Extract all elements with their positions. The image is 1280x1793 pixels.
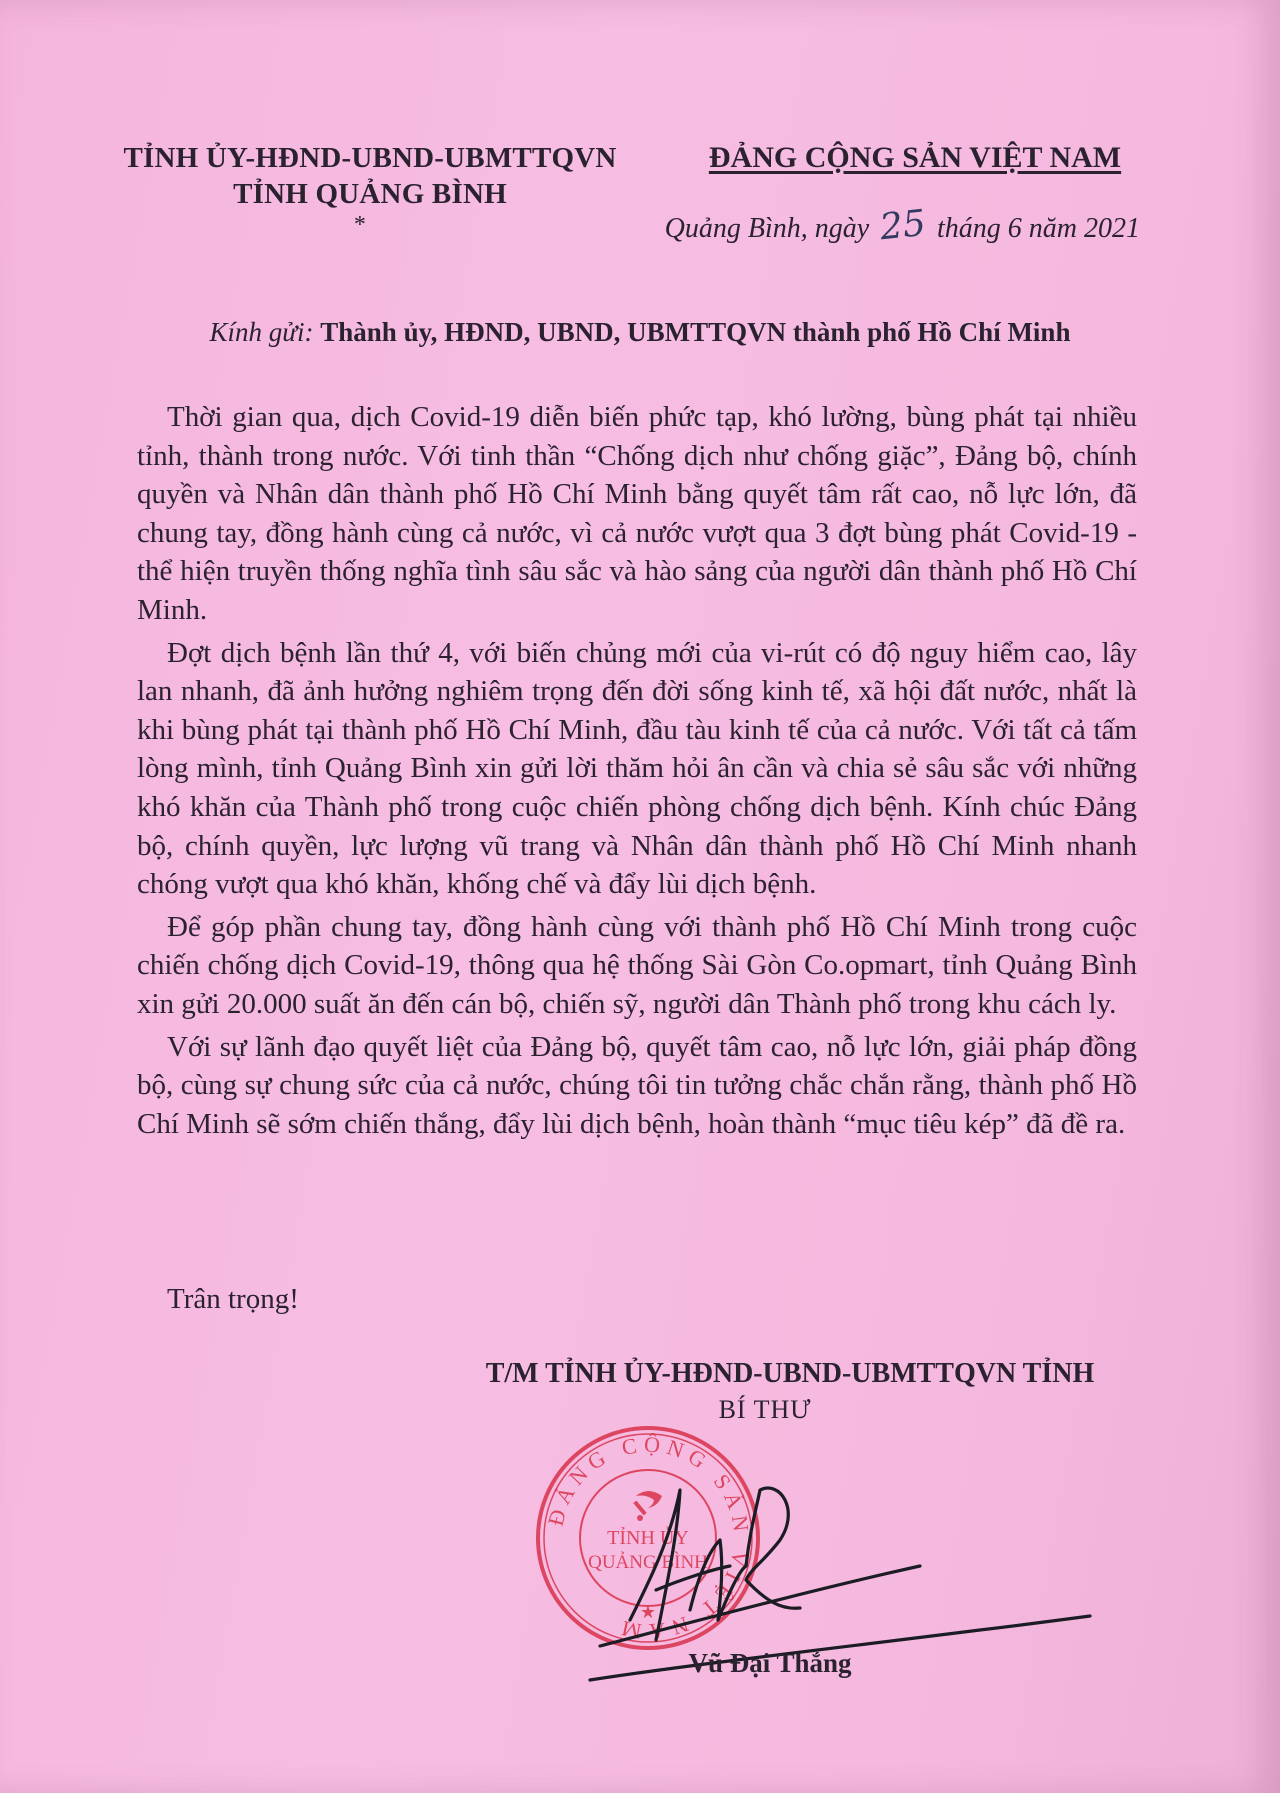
body-paragraph: Để góp phần chung tay, đồng hành cùng với thành phố Hồ Chí Minh trong cuộc chiến chống dịch Covid-19, thông qua hệ thống Sài Gòn Co.opmart, tỉnh Quảng Bình xin gửi 20.000 suất ăn đến cán bộ, chiến sỹ, người dân Thành phố trong khu cách ly. bbox=[137, 910, 1137, 1020]
stamp-center-line-2: QUẢNG BÌNH bbox=[588, 1552, 708, 1573]
date-prefix: Quảng Bình, ngày bbox=[664, 213, 870, 244]
recipient-line bbox=[0, 314, 1280, 350]
recipient-label: Kính gửi: bbox=[209, 317, 314, 347]
org-star: * bbox=[353, 212, 367, 238]
date-line bbox=[600, 202, 1140, 249]
signer-name: Vũ Đại Thắng bbox=[688, 1648, 852, 1678]
org-line-1: TỈNH ỦY-HĐND-UBND-UBMTTQVN bbox=[123, 142, 617, 174]
party-slogan: ĐẢNG CỘNG SẢN VIỆT NAM bbox=[708, 141, 1122, 174]
signature-role: BÍ THƯ bbox=[718, 1395, 812, 1424]
issuing-organization bbox=[100, 140, 640, 238]
svg-text:★: ★ bbox=[639, 1602, 657, 1622]
org-line-2: TỈNH QUẢNG BÌNH bbox=[233, 178, 507, 210]
date-day-handwritten: 25 bbox=[878, 202, 928, 249]
body-paragraph: Thời gian qua, dịch Covid-19 diễn biến phức tạp, khó lường, bùng phát tại nhiều tỉnh, thành trong nước. Với tinh thần “Chống dịch như chống giặc”, Đảng bộ, chính quyền và Nhân dân thành phố Hồ Chí Minh bằng quyết tâm rất cao, nỗ lực lớn, đã chung tay, đồng hành cùng cả nước, vì cả nước vượt qua 3 đợt bùng phát Covid-19 - thể hiện truyền thống nghĩa tình sâu sắc và hào sảng của người dân thành phố Hồ Chí Minh. bbox=[137, 401, 1137, 626]
body-paragraph: Với sự lãnh đạo quyết liệt của Đảng bộ, quyết tâm cao, nỗ lực lớn, giải pháp đồng bộ, cùng sự chung sức của cả nước, chúng tôi tin tưởng chắc chắn rằng, thành phố Hồ Chí Minh sẽ sớm chiến thắng, đẩy lùi dịch bệnh, hoàn thành “mục tiêu kép” đã đề ra. bbox=[137, 1030, 1137, 1140]
date-suffix: tháng 6 năm 2021 bbox=[937, 213, 1140, 244]
closing-line: Trân trọng! bbox=[167, 1283, 299, 1315]
signature-title: T/M TỈNH ỦY-HĐND-UBND-UBMTTQVN TỈNH bbox=[485, 1358, 1095, 1389]
letter-body bbox=[137, 398, 1137, 1143]
body-paragraph: Đợt dịch bệnh lần thứ 4, với biến chủng mới của vi-rút có độ nguy hiểm cao, lây lan nhanh, đã ảnh hưởng nghiêm trọng đến đời sống kinh tế, xã hội đất nước, nhất là khi bùng phát tại thành phố Hồ Chí Minh, đầu tàu kinh tế của cả nước. Với tất cả tấm lòng mình, tỉnh Quảng Bình xin gửi lời thăm hỏi ân cần và chia sẻ sâu sắc với những khó khăn của Thành phố trong cuộc chiến phòng chống dịch bệnh. Kính chúc Đảng bộ, chính quyền, lực lượng vũ trang và Nhân dân thành phố Hồ Chí Minh nhanh chóng vượt qua khó khăn, khống chế và đẩy lùi dịch bệnh. bbox=[137, 636, 1137, 901]
stamp-center-line-1: TỈNH ỦY bbox=[607, 1527, 689, 1549]
recipient-name: Thành ủy, HĐND, UBND, UBMTTQVN thành phố Hồ Chí Minh bbox=[320, 317, 1071, 347]
party-header bbox=[690, 140, 1140, 176]
stamp-ring-text: ĐẢNG CỘNG SẢN VIỆT NAM bbox=[542, 1431, 755, 1645]
